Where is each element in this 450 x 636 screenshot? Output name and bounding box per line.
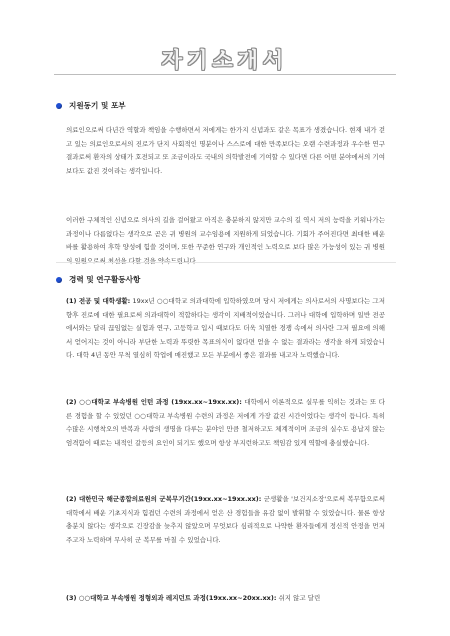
career-item-text: 19xx년 ○○대학교 의과대학에 입학하였으며 당시 저에게는 의사로서의 사명보다는 그저 향후 진로에 대한 필요로써 의과대학이 적합하다는 생각이 지배적이었습니다. 그러나 대학에 입학하며 일반 전공에서와는 달리 끊임없는 실험과 연구, 고등학교 입시 때보다도 더욱 치열한 경쟁 속에서 의사란 그저 필요에 의해서 얻어지는 것이 아니라 부단한 노력과 뚜렷한 목표의식이 없다면 얻을 수 없는 결과라는 생각을 하게 되었습니다. 대학 4년 동안 무척 열심히 학업에 매진했고 모든 부분에서 좋은 결과를 내고자 노력했습니다. — [66, 297, 385, 360]
career-item — [66, 295, 385, 363]
blue-dot-icon — [56, 277, 62, 283]
section-heading-career — [56, 274, 140, 285]
section-divider — [56, 262, 396, 263]
career-item-lead: (2) ○○대학교 부속병원 인턴 과정 (19xx.xx~19xx.xx): — [66, 398, 242, 406]
career-item-lead: (3) ○○대학교 부속병원 정형외과 레지던트 과정(19xx.xx~20xx.xx): — [66, 594, 277, 602]
page-title: 자기소개서 — [161, 48, 289, 72]
career-item — [66, 396, 385, 450]
paragraph: 이러한 구체적인 신념으로 의사의 길을 걸어왔고 아직은 충분하지 않지만 교수의 길 역시 저의 능력을 키워나가는 과정이나 다름없다는 생각으로 곧은 귀 병원의 교수임용에 지원하게 되었습니다. 기회가 주어진다면 최대한 배운 바를 활용하여 후학 양성에 힘쓸 것이며, 또한 꾸준한 연구와 개인적인 노력으로 보다 많은 가능성이 있는 귀 병원의 일원으로써 최선을 다할 것을 약속드립니다. — [66, 216, 385, 265]
blue-dot-icon — [56, 103, 62, 109]
section-heading-label: 지원동기 및 포부 — [69, 101, 126, 110]
career-item-text: 군생활을 '보건지소장'으로써 복무함으로써 대학에서 배운 기초지식과 힘겹던 수련의 과정에서 얻은 산 경험들을 유감 없이 발휘할 수 있었습니다. 물론 항상 충분치 않다는 생각으로 긴장감을 늦추지 않았으며 무엇보다 심리적으로 나약한 환자들에게 정신적 안정을 먼저 주고자 노력하며 무사히 군 복무를 마칠 수 있었습니다. — [66, 495, 385, 544]
paragraph: 의료인으로써 다년간 역할과 책임을 수행하면서 저에게는 한가지 신념과도 같은 목표가 생겼습니다. 현재 내가 걷고 있는 의료인으로서의 진로가 단지 사회적인 명분이나 스스로에 대한 만족보다는 오랜 수련과정과 우수한 연구 결과로써 환자의 상태가 호전되고 또 조금이라도 국내의 의학발전에 기여할 수 있다면 다른 어떤 분야에서의 기여보다도 값진 것이라는 생각입니다. — [66, 126, 385, 175]
career-item — [66, 592, 385, 606]
career-item — [66, 493, 385, 547]
career-item-text: 대학에서 이론적으로 실무를 익히는 것과는 또 다른 경험을 할 수 있었던 ○○대학교 부속병원 수련의 과정은 저에게 가장 값진 시간이었다는 생각이 듭니다. 특히 수많은 시행착오의 반복과 사람의 생명을 다루는 분야인 만큼 철저하고도 체계적이며 조금의 실수도 용납지 않는 엄격함이 때로는 내적인 갈등의 요인이 되기도 했으며 항상 부지런하고도 책임감 있게 역할에 충실했습니다. — [66, 398, 386, 447]
career-item-lead: (1) 전공 및 대학생활: — [66, 297, 131, 305]
title-underline — [54, 74, 396, 75]
section-heading-label: 경력 및 연구활동사항 — [69, 275, 141, 284]
section-heading-motivation — [56, 100, 126, 111]
career-item-lead: (2) 대한민국 해군종합의료원의 군복무기간(19xx.xx~19xx.xx): — [66, 495, 262, 503]
career-item-text: 쉬지 않고 달린 — [276, 594, 321, 602]
